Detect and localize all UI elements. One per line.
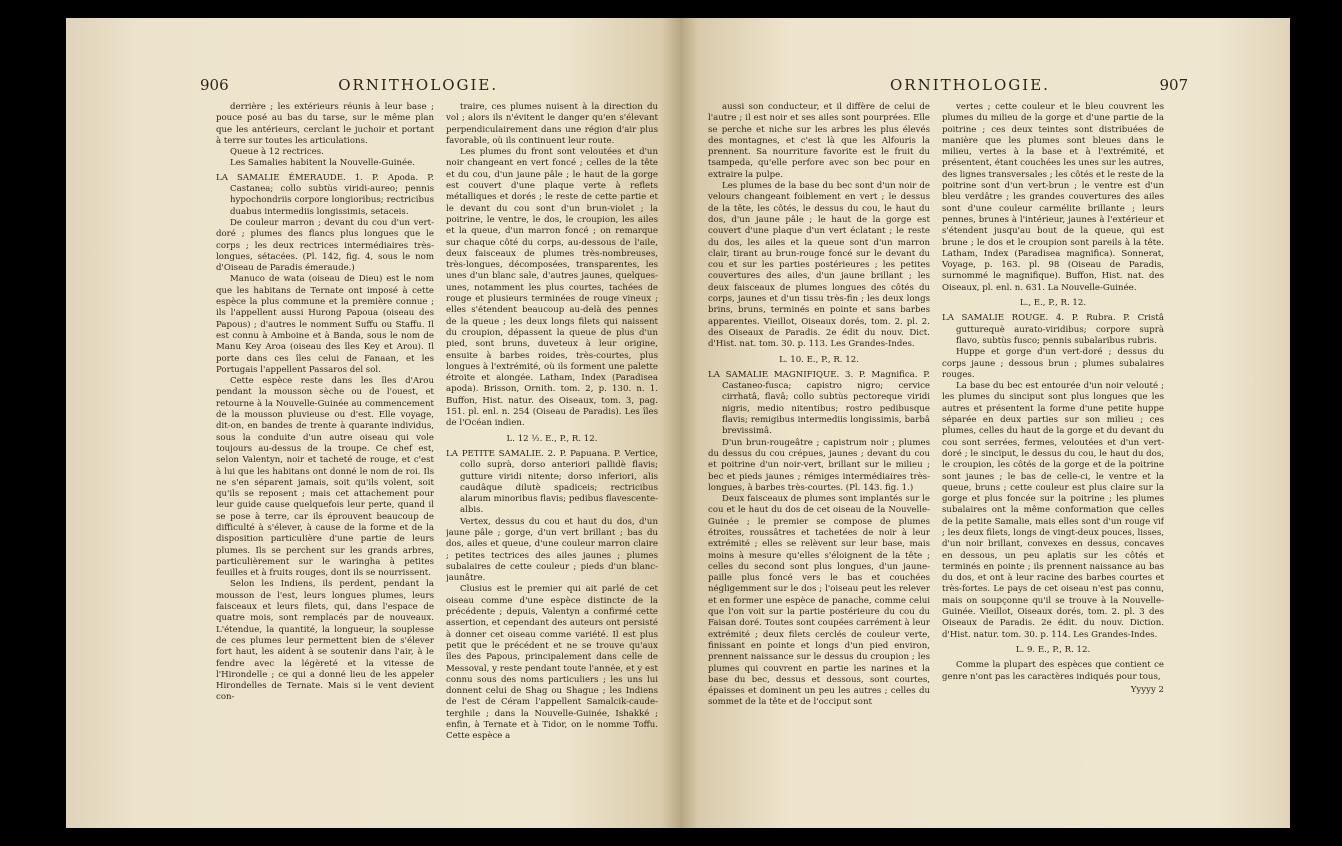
paragraph: Vertex, dessus du cou et haut du dos, d'un jaune pâle ; gorge, d'un vert brillant ; bas du dos, ailes et queue, d'une couleur marron claire ; petites tectrices des ailes jaunes ; plumes subalaires de cette couleur ; pieds d'un blanc-jaunâtre. [446,516,658,584]
paragraph: Deux faisceaux de plumes sont implantés sur le cou et le haut du dos de cet oiseau de la Nouvelle-Guinée ; le premier se compose de plumes étroites, roussâtres et tachetées de noir à leur extrémité ; elles se relèvent sur leur base, mais moins à mesure qu'elles s'éloignent de la tête ; celles du second sont plus longues, d'un jaune-paille plus foncé vers le bas et couchées négligemment sur le dos ; l'oiseau peut les relever et en former une espèce de panache, comme celui que l'on voit sur la partie postérieure du cou du Faisan doré. Toutes sont coupées carrément à leur extrémité ; deux filets cerclés de couleur verte, finissant en pointe et longs d'un pied environ, prennent naissance sur le dessus du croupion ; les plumes qui couvrent en partie les narines et la base du bec, dessus et dessous, sont courtes, épaisses et dominent un peu les autres ; celles du sommet de la tête et de l'occiput sont [708,494,930,708]
paragraph: Clusius est le premier qui ait parlé de cet oiseau comme d'une espèce distincte de la précédente ; depuis, Valentyn a confirmé cette assertion, et cependant des auteurs ont persisté à donner cet oiseau comme variété. Il est plus petit que le précédent et ne se trouve qu'aux îles des Papous, principalement dans celle de Messoval, y reste pendant toute l'année, et y est connu sous des noms particuliers ; les uns lui donnent celui de Shag ou Shague ; les Indiens de l'est de Céram l'appellent Samalcik-caude-terghile ; dans la Nouvelle-Guinée, Ishakké ; enfin, à Ternate et à Tidor, on le nomme Toffu. Cette espèce a [446,584,658,742]
paragraph: De couleur marron ; devant du cou d'un vert-doré ; plumes des flancs plus longues que le corps ; les deux rectrices intermédiaires très-longues, sétacées. (Pl. 142, fig. 4, sous le nom d'Oiseau de Paradis émeraude.) [216,217,434,274]
species-heading: LA SAMALIE ÉMERAUDE. 1. P. Apoda. P. Castanea; collo subtùs viridi-aureo; pennis hypochondriis corpore longioribus; rectricibus duabus intermediis longissimis, setaceis. [216,172,434,217]
paragraph: derrière ; les extérieurs réunis à leur base ; pouce posé au bas du tarse, sur le même plan que les antérieurs, cerclant le juchoir et portant à terre sur toutes les articulations. [216,102,434,146]
paragraph: Cette espèce reste dans les îles d'Arou pendant la mousson sèche ou de l'ouest, et retourne à la Nouvelle-Guinée au commencement de la mousson pluvieuse ou d'est. Elle voyage, dit-on, en bandes de trente à quarante individus, sous la conduite d'un autre oiseau qui vole toujours au-dessus de la troupe. Ce chef est, selon Valentyn, noir et tacheté de rouge, et c'est à lui que les habitans ont donné le nom de roi. Ils ne s'en séparent jamais, soit qu'ils volent, soit qu'ils se reposent ; mais cet attachement pour leur guide cause quelquefois leur perte, quand il se pose à terre, car ils éprouvent beaucoup de difficulté à s'élever, à cause de la forme et de la disposition particulière d'une partie de leurs plumes. Ils se perchent sur les grands arbres, particulièrement sur le waringha à petites feuilles et à fruits rouges, dont ils se nourrissent. [216,376,434,579]
paragraph: D'un brun-rougeâtre ; capistrum noir ; plumes du dessus du cou crépues, jaunes ; devant du cou et poitrine d'un noir-vert, brillant sur le milieu ; bec et pieds jaunes ; rémiges intermédiaires très-longues, à barbes très-courtes. (Pl. 143. fig. 1.) [708,437,930,493]
right-column-1 [708,102,930,802]
right-column-2 [942,102,1164,802]
measurements: L. 12 ½. E., P., R. 12. [506,433,598,444]
right-page [680,18,1290,828]
signature-mark: Yyyyy 2 [1130,684,1164,695]
measurements: L. 10. E., P., R. 12. [779,354,859,365]
paragraph: traire, ces plumes nuisent à la direction du vol ; alors ils n'évitent le danger qu'en s'élevant perpendiculairement dans une région d'air plus favorable, où ils continuent leur route. [446,102,658,146]
right-page-number: 907 [1159,76,1189,94]
paragraph: Selon les Indiens, ils perdent, pendant la mousson de l'est, leurs longues plumes, leurs faisceaux et leurs filets, qui, dans l'espace de quatre mois, sont remplacés par de nouveaux. L'étendue, la quantité, la longueur, la souplesse de ces plumes leur permettent bien de s'élever fort haut, les aident à se soutenir dans l'air, à le fendre avec la légèreté et la vitesse de l'Hirondelle ; ce qui a donné lieu de les appeler Hirondelles de Ternate. Mais si le vent devient con- [216,579,434,703]
open-book [66,18,1290,828]
paragraph: aussi son conducteur, et il diffère de celui de l'autre ; il est noir et ses ailes sont pourprées. Elle se perche et niche sur les arbres les plus élevés des montagnes, et c'est là que les Alfouris la prennent. Sa nourriture favorite est le fruit du tsampeda, qu'elle perfore avec son bec pour en extraire la pulpe. [708,102,930,180]
measurements: L., E., P., R. 12. [1019,298,1087,309]
left-column-2 [446,102,658,792]
right-running-head [890,76,1188,94]
measurements: L. 9. E., P., R. 12. [1015,644,1091,655]
paragraph: vertes ; cette couleur et le bleu couvrent les plumes du milieu de la gorge et d'une partie de la poitrine ; ces deux teintes sont distribuées de manière que les plumes sont bleues dans le milieu, vertes à la base et à l'extrémité, et présentent, étant couchées les unes sur les autres, des lignes transversales ; les côtés et le reste de la poitrine sont d'un vert-brun ; le ventre est d'un bleu verdâtre ; les grandes couvertures des ailes sont d'une couleur carmélite brillante ; leurs pennes, brunes à l'intérieur, jaunes à l'extérieur et s'étendent jusqu'au bout de la queue, qui est brune ; le dos et le croupion sont pareils à la tête. Latham, Index (Paradisea magnifica). Sonnerat, Voyage, p. 163. pl. 98 (Oiseau de Paradis, surnommé le magnifique). Buffon, Hist. nat. des Oiseaux, pl. enl. n. 631. La Nouvelle-Guinée. [942,102,1164,293]
paragraph: Les plumes du front sont veloutées et d'un noir changeant en vert foncé ; celles de la tête et du cou, d'un jaune pâle ; le haut de la gorge est couvert d'une plaque verte à reflets métalliques et dorés ; le reste de cette partie et le devant du cou sont d'un brun-violet ; la poitrine, le ventre, le dos, le croupion, les ailes et la queue, d'un marron foncé ; on remarque sur chaque côté du corps, au-dessous de l'aile, deux faisceaux de plumes très-nombreuses, très-longues, décomposées, transparentes, les unes d'un blanc sale, d'autres jaunes, quelques-unes, notamment les plus courtes, tachées de rouge et plusieurs terminées de rouge vineux ; elles s'étendent beaucoup au-delà des pennes de la queue ; les deux longs filets qui naissent du croupion, dépassent la queue de plus d'un pied, sont bruns, duveteux à leur origine, ensuite à barbes roides, très-courtes, plus longues à l'extrémité, où ils forment une palette étroite et alongée. Latham, Index (Paradisea apoda). Brisson, Ornith. tom. 2, p. 130. n. 1. Buffon, Hist. natur. des Oiseaux, tom. 3, pag. 151. pl. enl. n. 254 (Oiseau de Paradis). Les îles de l'Océan indien. [446,147,658,429]
species-heading: LA PETITE SAMALIE. 2. P. Papuana. P. Vertice, collo suprà, dorso anteriori pallidè flavis; gutture viridi nitente; dorso inferiori, alis caudâque dilutè spadiceis; rectricibus alarum minoribus flavis; pedibus flavescente-albis. [446,448,658,516]
paragraph: Les plumes de la base du bec sont d'un noir de velours changeant foiblement en vert ; le dessus de la tête, les côtés, le dessus du cou, le haut du dos, d'un jaune pâle ; le haut de la gorge est couvert d'une plaque d'un vert éclatant ; le reste du dos, les ailes et la queue sont d'un marron clair, tirant au brun-rouge foncé sur le devant du cou et sur les parties postérieures ; les petites couvertures des ailes, d'un jaune brillant ; les deux faisceaux de plumes longues des côtés du corps, jaunes et d'un tissu très-fin ; les deux longs brins, bruns, terminés en pointe et sans barbes apparentes. Vieillot, Oiseaux dorés, tom. 2. pl. 2. des Oiseaux de Paradis. 2e édit du nouv. Dict. d'Hist. nat. tom. 30. p. 113. Les Grandes-Indes. [708,181,930,350]
paragraph: Huppe et gorge d'un vert-doré ; dessus du corps jaune ; dessous brun ; plumes subalaires rouges. [942,347,1164,380]
species-heading: LA SAMALIE ROUGE. 4. P. Rubra. P. Cristâ gutturequè aurato-viridibus; corpore suprà flavo, subtùs fusco; pennis subalaribus rubris. [942,313,1164,346]
paragraph: La base du bec est entourée d'un noir velouté ; les plumes du sinciput sont plus longues que les autres et présentent la forme d'une petite huppe séparée en deux parties sur son milieu ; ces plumes, celles du haut de la gorge et du devant du cou sont serrées, fermes, veloutées et d'un vert-doré ; le sinciput, le dessus du cou, le haut du dos, le croupion, les côtés de la gorge et de la poitrine sont jaunes ; le bas de celle-ci, le ventre et la queue, bruns ; cette couleur est plus claire sur la gorge et plus foncée sur la poitrine ; les plumes subalaires ont la même conformation que celles de la petite Samalie, mais elles sont d'un rouge vif ; les deux filets, longs de vingt-deux pouces, lisses, d'un noir brillant, convexes en dessus, concaves en dessous, un peu aplatis sur les côtés et terminés en pointe ; ils prennent naissance au bas du dos, et ont à leur racine des barbes courtes et très-fortes. Le pays de cet oiseau n'est pas connu, mais on soupçonne qu'il se trouve à la Nouvelle-Guinée. Vieillot, Oiseaux dorés, tom. 2. pl. 3 des Oiseaux de Paradis. 2e édit. du nouv. Diction. d'Hist. natur. tom. 30. p. 114. Les Grandes-Indes. [942,381,1164,640]
left-column-1 [216,102,434,792]
paragraph: Comme la plupart des espèces que contient ce genre n'ont pas les caractères indiqués pour tous, [942,660,1164,682]
paragraph: Manuco de wata (oiseau de Dieu) est le nom que les habitans de Ternate ont imposé à cette espèce la plus commune et la première connue ; ils l'appellent aussi Hurong Papoua (oiseau des Papous) ; d'autres le nomment Suffu ou Staffu. Il est connu à Amboine et à Banda, sous le nom de Manu Key Aroa (oiseau des îles Key et Arou). Il porte dans ces îles celui de Fanaan, et les Portugais l'appellent Passaros del sol. [216,274,434,375]
paragraph: Queue à 12 rectrices. [230,147,324,158]
species-heading: LA SAMALIE MAGNIFIQUE. 3. P. Magnifica. P. Castaneo-fusca; capistro nigro; cervice cirrhatâ, flavâ; collo subtùs pectoreque viridi nigris, medio nitentibus; rostro pedibusque flavis; remigibus intermediis longissimis, barbâ brevissimâ. [708,369,930,437]
left-running-head [200,76,498,94]
right-running-title: ORNITHOLOGIE. [890,76,1050,94]
left-page [66,18,680,828]
paragraph: Les Samalies habitent la Nouvelle-Guinée. [230,158,415,169]
left-page-number: 906 [200,76,229,94]
left-running-title: ORNITHOLOGIE. [338,76,499,94]
